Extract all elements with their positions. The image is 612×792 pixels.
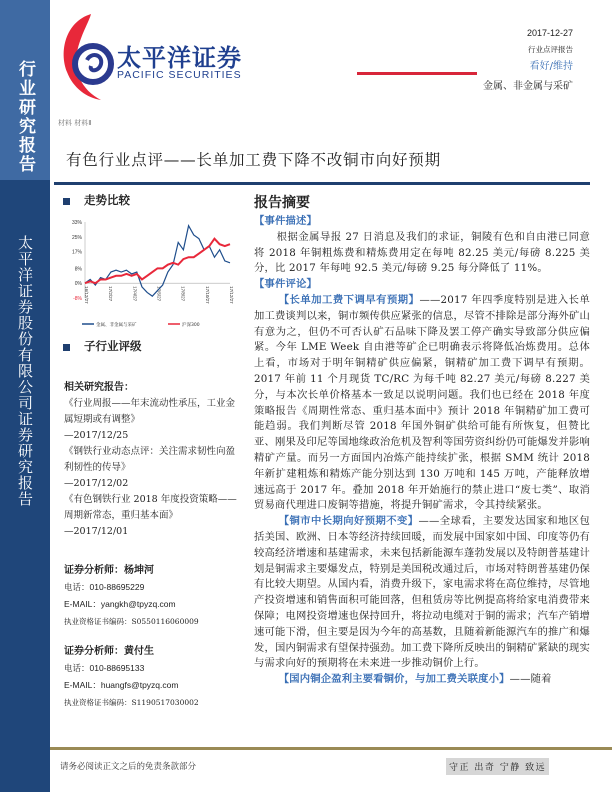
paragraph [254,293,590,514]
comment-tag: 【事件评论】 [254,278,317,291]
footer-line [50,747,612,750]
square-bullet-icon [63,344,70,351]
related-report-title[interactable]: 《有色钢铁行业 2018 年度投资策略——周期新常态，重归基本面》 [64,494,237,521]
related-heading: 相关研究报告： [64,382,134,393]
brand-name-cn: 太平洋证券 [117,44,242,72]
summary-body [254,214,590,688]
x-tick-label: 17/2/27 [108,286,114,302]
page-title: 有色行业点评——长单加工费下降不改铜市向好预期 [66,151,441,169]
company-logo-icon [55,12,115,102]
y-tick-label: 17% [71,249,82,256]
analyst-email[interactable]: E-MAIL：huangfs@tpyzq.com [64,680,179,690]
y-tick-label: 33% [71,220,82,226]
rating: 看好/维持 [529,61,573,72]
y-tick-label: 8% [74,266,82,273]
paragraph-text: ——2017 年四季度特别是进入长单加工费谈判以来，铜市频传供应紧张的信息，尽管不排除是部分海外矿山有意为之，但仍不可否认矿石品味下降及罢工停产确实导致部分供应偏紧。今年 LME Week 自由港等矿企已明确表示将降低冶炼费用。总体上看，市场对于明年铜精矿供应偏紧，铜精矿加工费下调早有预期。2017 年前 11 个月现货 TC/RC 为每千吨 82.27 美元/每磅 8.227 美分，与本次长单价格基本一致足以说明问题。我们也已经在 2018 年度策略报告《周期性常态、重归基本面中》预计 2018 年铜精矿加工费可能趋弱。我们判断尽管 2018 年国外铜矿供给可能有所恢复，但赞比亚、刚果及印尼等国地缘政治危机及智利等国劳资纠纷仍可能爆发并影响精矿产量。而另一方面国内冶炼产能持续扩张，根据 SMM 统计 2018 年新扩建粗炼和精炼产能分别达到 130 万吨和 145 万吨，产能释放增速远高于 2017 年。叠加 2018 年开始施行的禁止进口“废七类”、取消贸易商代理进口废铜等措施，将提升铜矿需求，令其持续紧张。 [254,293,590,512]
x-tick-label: 17/8/27 [180,286,186,302]
y-tick-label: 0% [74,281,82,288]
related-report-title[interactable]: 《钢铁行业动态点评：关注需求韧性向盈利韧性的传导》 [64,446,236,473]
y-tick-label: 25% [71,234,82,241]
paragraph-text: ——随着 [509,673,552,686]
brand-name-en: PACIFIC SECURITIES [117,69,242,81]
trend-heading [63,192,130,208]
series-line [85,239,230,283]
category: 材料 材料Ⅱ [58,119,92,127]
analyst-card [64,643,254,711]
event-text: 根据金属导报 27 日消息及我们的求证，铜陵有色和自由港已同意将 2018 年铜粗炼费和精炼费用定在每吨 82.25 美元/每磅 8.225 美分，比 2017 年每吨 92.5 美元/每磅 9.25 每分降低了 11%。 [254,230,590,275]
x-tick-label: 16/12/27 [84,286,89,304]
sidebar-company: 太平洋证券股份有限公司证券研究报告 [16,235,34,507]
analyst-name: 证券分析师：黄付生 [64,646,154,657]
x-tick-label: 17/10/27 [204,286,210,304]
sector: 金属、非金属与采矿 [483,81,573,92]
sidebar-title: 行业研究报告 [15,60,35,174]
sub-industry-heading [63,338,142,354]
analyst-email[interactable]: E-MAIL：yangkh@tpyzq.com [64,599,176,609]
motto: 守正 出奇 宁静 致远 [446,758,549,775]
y-tick-label: -8% [73,296,82,302]
paragraph-text: ——全球看，主要发达国家和地区包括美国、欧洲、日本等经济持续回暖，而发展中国家如中国、印度等仍有较高经济增速和基建需求，未来包括新能源车蓬勃发展以及特朗普基建计划是铜需求主要爆发点，特别是美国税改通过后，市场对特朗普基建仍保有比较大期望。从国内看，消费升级下，家电需求将在高位维持，尽管地产投资增速和销售面积可能回落，但租赁房等比例提高将给家电消费带来保障；电网投资增速也保持回升，将拉动电缆对于铜的需求；汽车产销增速可能下滑，但主要是因为今年的高基数，且随着新能源汽车的推广和爆发，国内铜需求有望保持强劲。加工费下降所反映出的铜精矿紧缺的现实与需求向好的预期将在未来进一步推动铜价上行。 [254,515,590,670]
analyst-name: 证券分析师：杨坤河 [64,565,154,576]
related-report-date: —2017/12/25 [64,430,129,441]
square-bullet-icon [63,198,70,205]
summary-heading: 报告摘要 [254,195,310,211]
legend-label: 金属、非金属与采矿 [96,323,137,328]
related-report-date: —2017/12/01 [64,526,129,537]
divider [54,182,590,185]
paragraph [254,672,590,688]
x-tick-label: 17/4/27 [132,286,138,302]
disclaimer: 请务必阅读正文之后的免责条款部分 [60,762,197,772]
related-report-date: —2017/12/02 [64,478,129,489]
related-report-title[interactable]: 《行业周报——年末流动性承压，工业金属短期或有调整》 [64,398,236,425]
analyst-cert: 执业资格证书编码：S1190517030002 [64,698,199,707]
sub-heading-text: 子行业评级 [84,339,142,353]
paragraph [254,514,590,672]
related-reports [64,380,244,540]
rating-underline [357,72,477,75]
trend-chart [60,212,240,332]
paragraph-tag: 【国内铜企盈利主要看铜价，与加工费关联度小】 [278,673,510,686]
analyst-cert: 执业资格证书编码：S0550116060009 [64,617,199,626]
report-type: 行业点评报告 [528,45,573,54]
legend-label: 沪深300 [182,323,200,328]
analyst-card [64,562,254,630]
x-tick-label: 17/12/27 [229,286,234,304]
event-tag: 【事件描述】 [254,215,317,227]
trend-heading-text: 走势比较 [84,193,130,207]
analyst-phone: 电话：010-88695133 [64,663,145,673]
analyst-phone: 电话：010-88695229 [64,582,145,592]
paragraph-tag: 【铜市中长期向好预期不变】 [278,515,419,528]
x-tick-label: 17/6/27 [156,286,162,302]
paragraph-tag: 【长单加工费下调早有预期】 [278,293,420,306]
report-date: 2017-12-27 [526,28,573,38]
